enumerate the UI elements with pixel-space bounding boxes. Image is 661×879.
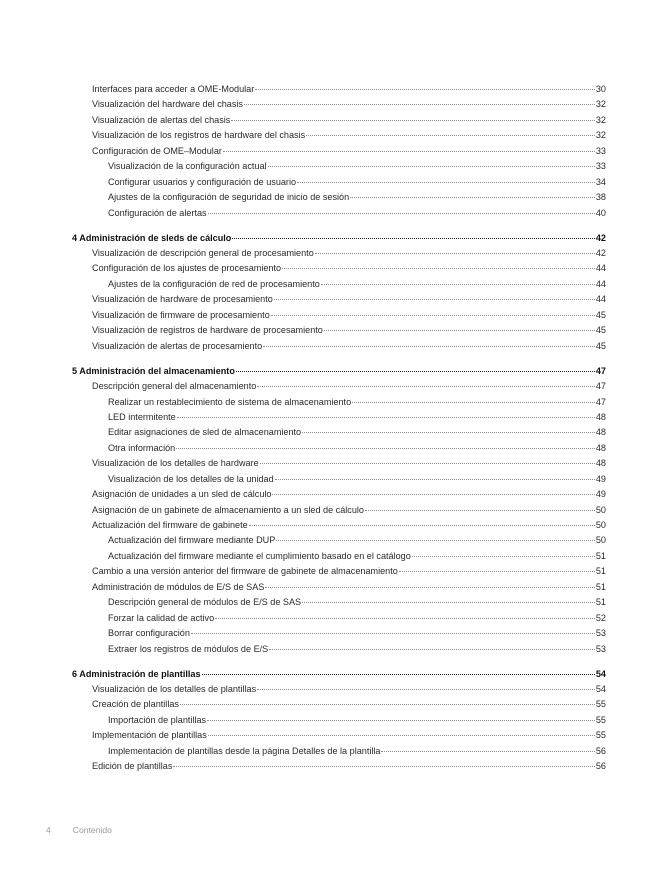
toc-entry-page: 53 — [595, 628, 606, 639]
toc-entry-title: Configurar usuarios y configuración de usuario — [108, 176, 297, 187]
toc-entry-title: Importación de plantillas — [108, 714, 207, 725]
toc-dot-leader — [232, 237, 595, 239]
toc-entry-page: 45 — [595, 340, 606, 351]
toc-entry-title: Descripción general del almacenamiento — [92, 381, 257, 392]
toc-dot-leader — [321, 283, 595, 285]
toc-entry-title: Visualización de los registros de hardware del chasis — [92, 130, 306, 141]
toc-entry[interactable] — [72, 379, 606, 394]
table-of-contents — [72, 82, 606, 775]
toc-dot-leader — [173, 765, 594, 767]
toc-entry-page: 33 — [595, 161, 606, 172]
toc-entry-title: Administración de módulos de E/S de SAS — [92, 581, 265, 592]
toc-chapter-entry[interactable] — [72, 667, 606, 682]
toc-entry-page: 45 — [595, 309, 606, 320]
toc-dot-leader — [271, 314, 595, 316]
toc-entry-title: Asignación de unidades a un sled de cálculo — [92, 489, 272, 500]
toc-dot-leader — [257, 385, 595, 387]
toc-entry-title: Descripción general de módulos de E/S de SAS — [108, 597, 302, 608]
toc-dot-leader — [275, 478, 595, 480]
toc-entry-title: Ajustes de la configuración de red de procesamiento — [108, 278, 320, 289]
toc-entry[interactable] — [72, 82, 606, 97]
toc-entry-title: Visualización de firmware de procesamiento — [92, 309, 270, 320]
toc-entry-title: Visualización del hardware del chasis — [92, 99, 243, 110]
toc-entry[interactable] — [72, 292, 606, 307]
toc-entry-title: Editar asignaciones de sled de almacenamiento — [108, 427, 302, 438]
toc-entry-page: 47 — [595, 396, 606, 407]
toc-dot-leader — [365, 509, 595, 511]
toc-entry[interactable] — [72, 472, 606, 487]
toc-entry-page: 33 — [595, 145, 606, 156]
toc-entry-title: Forzar la calidad de activo — [108, 612, 215, 623]
toc-entry-title: Actualización del firmware de gabinete — [92, 520, 248, 530]
toc-entry-page: 54 — [595, 683, 606, 694]
toc-entry[interactable] — [72, 533, 606, 548]
toc-dot-leader — [180, 703, 595, 705]
toc-chapter-entry[interactable] — [72, 364, 606, 379]
toc-entry[interactable] — [72, 97, 606, 112]
toc-dot-leader — [202, 673, 595, 675]
toc-entry-page: 32 — [595, 130, 606, 141]
toc-entry-title: Implementación de plantillas — [92, 730, 207, 741]
toc-entry-page: 32 — [595, 99, 606, 110]
toc-entry-title: Actualización del firmware mediante el cumplimiento basado en el catálogo — [108, 550, 411, 561]
toc-entry-page: 48 — [595, 411, 606, 422]
toc-entry-title: Visualización de los detalles de hardware — [92, 458, 259, 469]
toc-entry-title: Visualización de los detalles de la unidad — [108, 473, 274, 484]
toc-entry[interactable] — [72, 277, 606, 292]
toc-dot-leader — [207, 719, 595, 721]
toc-entry[interactable] — [72, 697, 606, 712]
toc-entry-page: 54 — [595, 668, 606, 679]
toc-entry[interactable] — [72, 595, 606, 610]
toc-dot-leader — [324, 329, 595, 331]
toc-entry-page: 55 — [595, 714, 606, 725]
toc-entry[interactable] — [72, 487, 606, 502]
toc-dot-leader — [272, 493, 594, 495]
toc-entry-page: 51 — [595, 566, 606, 577]
toc-entry[interactable] — [72, 682, 606, 697]
toc-entry[interactable] — [72, 728, 606, 743]
toc-entry[interactable] — [72, 518, 606, 533]
toc-entry-page: 53 — [595, 643, 606, 654]
toc-dot-leader — [191, 632, 595, 634]
toc-dot-leader — [412, 555, 595, 557]
toc-entry-page: 47 — [595, 365, 606, 376]
toc-entry-title: Edición de plantillas — [92, 761, 173, 772]
toc-entry-page: 50 — [595, 504, 606, 515]
toc-dot-leader — [223, 150, 595, 152]
toc-dot-leader — [244, 103, 595, 105]
toc-entry[interactable] — [72, 308, 606, 323]
toc-entry-title: Configuración de los ajustes de procesamiento — [92, 263, 282, 274]
toc-entry-page: 56 — [595, 761, 606, 772]
toc-entry[interactable] — [72, 549, 606, 564]
toc-entry-page: 30 — [595, 84, 606, 94]
toc-dot-leader — [231, 119, 595, 121]
toc-entry-page: 56 — [595, 745, 606, 756]
toc-entry-title: Visualización de registros de hardware de procesamiento — [92, 325, 323, 336]
toc-entry-title: Borrar configuración — [108, 628, 190, 639]
toc-entry-title: LED intermitente — [108, 411, 176, 422]
toc-entry-page: 44 — [595, 278, 606, 289]
toc-entry-title: Configuración de alertas — [108, 207, 207, 218]
toc-entry-page: 50 — [595, 535, 606, 546]
toc-dot-leader — [177, 416, 595, 418]
toc-dot-leader — [208, 212, 595, 214]
toc-dot-leader — [381, 750, 594, 752]
toc-entry[interactable] — [72, 564, 606, 579]
toc-entry-title: Visualización de alertas de procesamiento — [92, 340, 263, 351]
toc-entry-title: Creación de plantillas — [92, 699, 179, 710]
toc-entry-title: 5 Administración del almacenamiento — [72, 365, 235, 376]
toc-entry[interactable] — [72, 395, 606, 410]
toc-entry-title: Otra información — [108, 442, 176, 453]
toc-entry-title: Visualización de la configuración actual — [108, 161, 267, 172]
toc-entry-page: 55 — [595, 730, 606, 741]
toc-entry[interactable] — [72, 626, 606, 641]
toc-entry[interactable] — [72, 159, 606, 174]
toc-entry-page: 51 — [595, 581, 606, 592]
toc-dot-leader — [306, 134, 595, 136]
toc-entry[interactable] — [72, 175, 606, 190]
toc-entry-page: 45 — [595, 325, 606, 336]
toc-dot-leader — [274, 298, 595, 300]
toc-entry[interactable] — [72, 441, 606, 456]
toc-entry-title: 4 Administración de sleds de cálculo — [72, 232, 232, 243]
toc-entry-page: 47 — [595, 381, 606, 392]
toc-entry-title: Visualización de hardware de procesamiento — [92, 294, 273, 305]
toc-entry[interactable] — [72, 611, 606, 626]
toc-entry[interactable] — [72, 713, 606, 728]
toc-entry-page: 48 — [595, 427, 606, 438]
toc-entry[interactable] — [72, 503, 606, 518]
toc-entry-title: Visualización de los detalles de plantillas — [92, 683, 257, 694]
toc-entry[interactable] — [72, 113, 606, 128]
toc-dot-leader — [315, 252, 595, 254]
toc-entry-page: 32 — [595, 114, 606, 125]
toc-entry-title: Cambio a una versión anterior del firmware de gabinete de almacenamiento — [92, 566, 398, 577]
toc-dot-leader — [249, 524, 595, 526]
toc-entry-title: Extraer los registros de módulos de E/S — [108, 643, 269, 654]
toc-entry-title: Visualización de descripción general de procesamiento — [92, 247, 314, 258]
toc-entry-page: 55 — [595, 699, 606, 710]
toc-dot-leader — [215, 617, 595, 619]
toc-entry-page: 48 — [595, 442, 606, 453]
toc-dot-leader — [263, 345, 595, 347]
toc-entry-title: Asignación de un gabinete de almacenamiento a un sled de cálculo — [92, 504, 364, 515]
toc-entry-title: Actualización del firmware mediante DUP — [108, 535, 276, 546]
toc-entry-title: Ajustes de la configuración de seguridad de inicio de sesión — [108, 192, 350, 203]
toc-entry-page: 50 — [595, 520, 606, 530]
toc-entry[interactable] — [72, 144, 606, 159]
toc-dot-leader — [297, 181, 595, 183]
toc-dot-leader — [302, 431, 595, 433]
toc-entry[interactable] — [72, 206, 606, 221]
toc-dot-leader — [257, 688, 595, 690]
toc-entry[interactable] — [72, 744, 606, 759]
toc-dot-leader — [176, 447, 595, 449]
toc-entry[interactable] — [72, 190, 606, 205]
toc-entry[interactable] — [72, 456, 606, 471]
toc-entry-page: 40 — [595, 207, 606, 218]
toc-entry[interactable] — [72, 246, 606, 261]
toc-dot-leader — [260, 462, 595, 464]
toc-entry-page: 34 — [595, 176, 606, 187]
toc-entry[interactable] — [72, 759, 606, 774]
toc-entry[interactable] — [72, 261, 606, 276]
toc-entry-page: 52 — [595, 612, 606, 623]
toc-dot-leader — [269, 648, 595, 650]
toc-dot-leader — [276, 539, 595, 541]
toc-entry-title: 6 Administración de plantillas — [72, 668, 201, 679]
toc-entry-page: 49 — [595, 473, 606, 484]
toc-entry[interactable] — [72, 323, 606, 338]
toc-entry-page: 51 — [595, 550, 606, 561]
toc-entry[interactable] — [72, 580, 606, 595]
toc-entry-title: Configuración de OME–Modular — [92, 145, 222, 156]
toc-entry-title: Realizar un restablecimiento de sistema de almacenamiento — [108, 396, 352, 407]
footer-section-label: Contenido — [72, 825, 112, 835]
toc-dot-leader — [255, 88, 595, 90]
toc-entry-page: 44 — [595, 294, 606, 305]
toc-entry[interactable] — [72, 339, 606, 354]
toc-entry-page: 51 — [595, 597, 606, 608]
toc-entry-page: 48 — [595, 458, 606, 469]
toc-dot-leader — [352, 401, 595, 403]
toc-dot-leader — [399, 570, 595, 572]
toc-dot-leader — [302, 601, 595, 603]
toc-entry-page: 42 — [595, 232, 606, 243]
toc-dot-leader — [350, 196, 595, 198]
toc-dot-leader — [268, 165, 595, 167]
toc-entry-title: Interfaces para acceder a OME-Modular — [92, 84, 255, 94]
toc-entry-page: 38 — [595, 192, 606, 203]
toc-dot-leader — [208, 734, 595, 736]
toc-entry[interactable] — [72, 128, 606, 143]
toc-entry-title: Visualización de alertas del chasis — [92, 114, 231, 125]
toc-entry-title: Implementación de plantillas desde la página Detalles de la plantilla — [108, 745, 381, 756]
toc-dot-leader — [265, 586, 595, 588]
page-footer — [46, 825, 112, 835]
toc-entry-page: 42 — [595, 247, 606, 258]
toc-chapter-entry[interactable] — [72, 231, 606, 246]
toc-entry-page: 44 — [595, 263, 606, 274]
toc-dot-leader — [282, 267, 595, 269]
toc-dot-leader — [236, 370, 595, 372]
toc-entry-page: 49 — [595, 489, 606, 500]
toc-entry[interactable] — [72, 425, 606, 440]
footer-page-number: 4 — [46, 825, 51, 835]
toc-entry[interactable] — [72, 410, 606, 425]
toc-entry[interactable] — [72, 642, 606, 657]
